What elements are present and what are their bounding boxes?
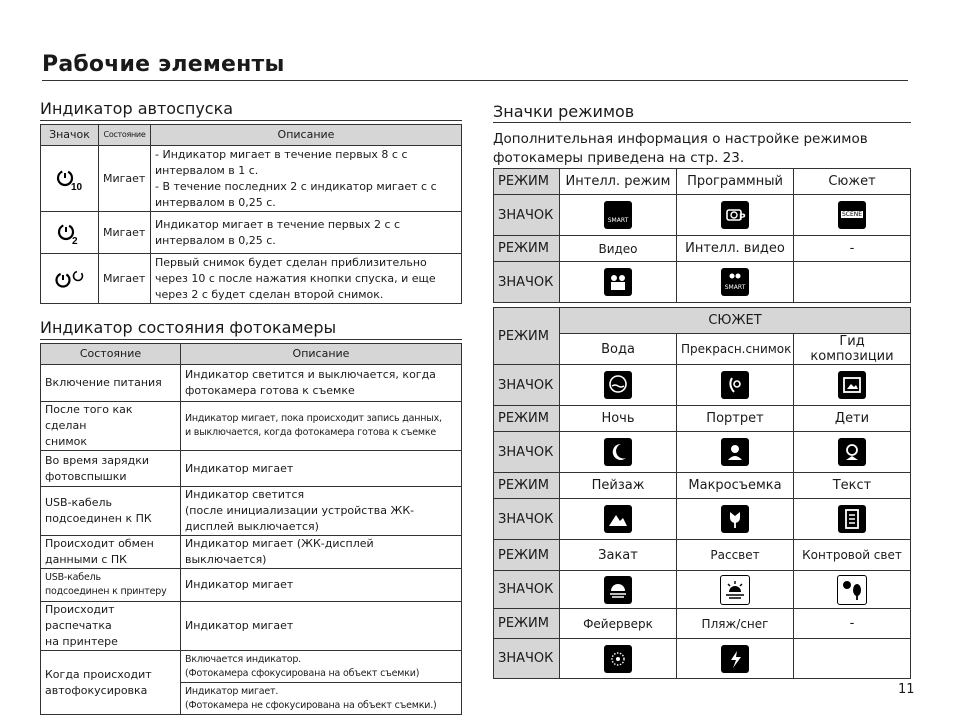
col-desc: Описание — [151, 125, 462, 146]
mode-name: Видео — [560, 236, 677, 262]
scene-name: Пейзаж — [560, 473, 677, 499]
status-state: Во время зарядки фотовспышки — [41, 451, 181, 487]
page-title: Рабочие элементы — [42, 52, 285, 77]
status-state: Происходит распечатка на принтере — [41, 602, 181, 651]
status-desc: Индикатор светится и выключается, когда фотокамера готова к съемке — [181, 365, 462, 402]
icon-label: ЗНАЧОК — [494, 195, 560, 236]
scene-name: Текст — [794, 473, 911, 499]
scene-name: Вода — [560, 334, 677, 365]
scene-header: СЮЖЕТ — [560, 308, 911, 334]
mode-label: РЕЖИМ — [494, 609, 560, 639]
scene-name: Прекрасн.снимок — [677, 334, 794, 365]
timer-desc: Первый снимок будет сделан приблизительно через 10 с после нажатия кнопки спуска, и еще через 2 с будет сделан второй снимок. — [151, 254, 462, 304]
status-desc: Индикатор мигает — [181, 602, 462, 651]
camera-status-divider — [40, 339, 462, 340]
mode-intro-text: Дополнительная информация о настройке режимов фотокамеры приведена на стр. 23. — [493, 131, 868, 166]
icon-label: ЗНАЧОК — [494, 499, 560, 540]
camera-status-heading: Индикатор состояния фотокамеры — [40, 318, 337, 337]
mode-icons-divider — [493, 122, 911, 123]
icon-caption: SCENE — [841, 211, 863, 218]
scene-name: Гид композиции — [794, 334, 911, 365]
scene-name: Дети — [794, 406, 911, 432]
scene-name: Фейерверк — [560, 609, 677, 639]
scene-name: Закат — [560, 540, 677, 571]
fireworks-icon — [604, 645, 632, 673]
title-divider — [42, 80, 908, 81]
icon-label: ЗНАЧОК — [494, 571, 560, 609]
icon-label: ЗНАЧОК — [494, 639, 560, 679]
scene-table — [493, 307, 911, 679]
modes-table — [493, 168, 911, 303]
landscape-icon — [604, 505, 632, 533]
mode-name: Интелл. видео — [677, 236, 794, 262]
beauty-shot-icon — [721, 371, 749, 399]
text-icon — [838, 505, 866, 533]
smart-movie-icon — [721, 268, 749, 296]
col-desc: Описание — [181, 344, 462, 365]
status-desc: Индикатор мигает. (Фотокамера не сфокусирована на объект съемки.) — [181, 683, 462, 715]
portrait-icon — [721, 438, 749, 466]
status-state: USB-кабель подсоединен к ПК — [41, 487, 181, 536]
macro-icon — [721, 505, 749, 533]
icon-label: ЗНАЧОК — [494, 432, 560, 473]
status-state: USB-кабель подсоединен к принтеру — [41, 569, 181, 602]
frame-guide-icon — [838, 371, 866, 399]
movie-icon — [604, 268, 632, 296]
sunset-icon — [604, 576, 632, 604]
col-state: Состояние — [99, 125, 151, 146]
night-icon — [604, 438, 632, 466]
state-value: Мигает — [99, 146, 151, 212]
timer-desc: Индикатор мигает в течение первых 2 с с интервалом в 0,25 с. — [151, 212, 462, 254]
dawn-icon — [720, 575, 750, 605]
svg-text:10: 10 — [70, 181, 82, 192]
timer-2s-icon — [41, 212, 99, 254]
empty-cell — [794, 639, 911, 679]
mode-label: РЕЖИМ — [494, 540, 560, 571]
icon-caption: SMART — [607, 217, 629, 224]
camera-status-table — [40, 343, 462, 715]
timer-desc: - Индикатор мигает в течение первых 8 с с интервалом в 1 с. - В течение последних 2 с индикатор мигает с с интервалом в 0,25 с. — [151, 146, 462, 212]
status-desc: Индикатор мигает — [181, 569, 462, 602]
scene-name: Макросъемка — [677, 473, 794, 499]
status-state: Включение питания — [41, 365, 181, 402]
status-state: После того как сделан снимок — [41, 402, 181, 451]
mode-name: Интелл. режим — [560, 169, 677, 195]
svg-text:2: 2 — [71, 235, 78, 246]
icon-label: ЗНАЧОК — [494, 262, 560, 303]
status-desc: Индикатор светится (после инициализации устройства ЖК- дисплей выключается) — [181, 487, 462, 536]
status-desc: Индикатор мигает (ЖК-дисплей выключается) — [181, 536, 462, 569]
smart-auto-icon — [604, 201, 632, 229]
timer-10s-icon — [41, 146, 99, 212]
backlight-icon — [837, 575, 867, 605]
mode-label: РЕЖИМ — [494, 236, 560, 262]
mode-label: РЕЖИМ — [494, 473, 560, 499]
scene-name: Портрет — [677, 406, 794, 432]
scene-icon — [838, 201, 866, 229]
self-timer-divider — [40, 120, 462, 121]
children-icon — [838, 438, 866, 466]
mode-label: РЕЖИМ — [494, 406, 560, 432]
status-desc: Индикатор мигает — [181, 451, 462, 487]
scene-name: Рассвет — [677, 540, 794, 571]
col-icon: Значок — [41, 125, 99, 146]
scene-name: - — [794, 609, 911, 639]
mode-icons-heading: Значки режимов — [493, 102, 635, 121]
mode-label: РЕЖИМ — [494, 169, 560, 195]
mode-name: - — [794, 236, 911, 262]
icon-caption: P — [739, 213, 746, 223]
state-value: Мигает — [99, 212, 151, 254]
empty-cell — [794, 262, 911, 303]
scene-name: Ночь — [560, 406, 677, 432]
status-desc: Индикатор мигает, пока происходит запись данных, и выключается, когда фотокамера готова к съемке — [181, 402, 462, 451]
self-timer-heading: Индикатор автоспуска — [40, 99, 234, 118]
timer-double-icon — [41, 254, 99, 304]
page-number: 11 — [898, 682, 915, 697]
icon-caption: SMART — [724, 284, 746, 291]
status-state: Происходит обмен данными с ПК — [41, 536, 181, 569]
scene-name: Пляж/снег — [677, 609, 794, 639]
self-timer-table — [40, 124, 462, 304]
col-state: Состояние — [41, 344, 181, 365]
status-desc: Включается индикатор. (Фотокамера сфокусирована на объект съемки) — [181, 651, 462, 683]
mode-name: Программный — [677, 169, 794, 195]
status-state: Когда происходит автофокусировка — [41, 651, 181, 715]
icon-label: ЗНАЧОК — [494, 365, 560, 406]
program-icon — [721, 201, 749, 229]
scene-name: Контровой свет — [794, 540, 911, 571]
mode-label: РЕЖИМ — [494, 308, 560, 365]
beach-snow-icon — [721, 645, 749, 673]
mode-name: Сюжет — [794, 169, 911, 195]
state-value: Мигает — [99, 254, 151, 304]
water-icon — [604, 371, 632, 399]
